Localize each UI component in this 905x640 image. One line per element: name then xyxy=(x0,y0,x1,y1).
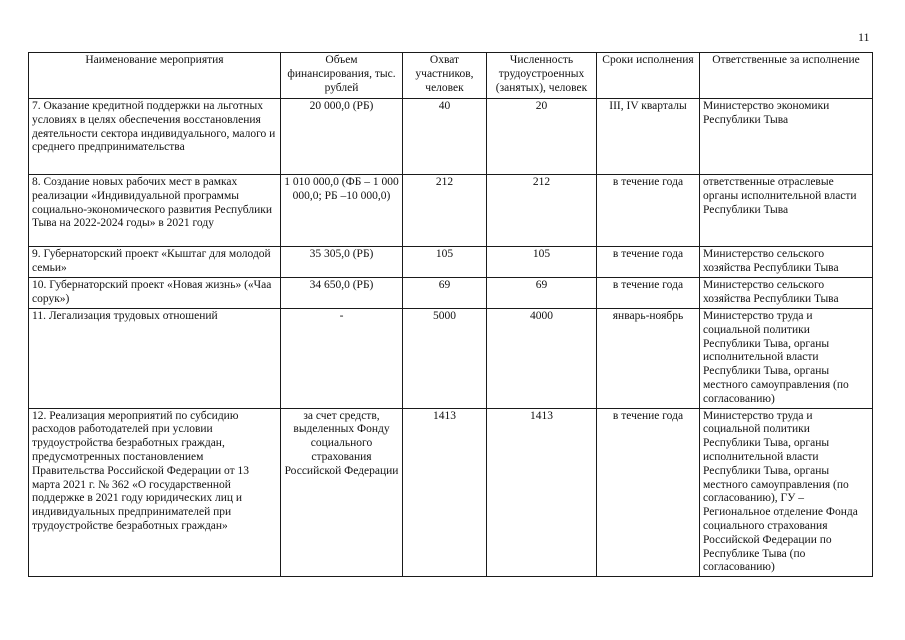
funding-cell: 1 010 000,0 (ФБ – 1 000 000,0; РБ –10 000,0) xyxy=(281,175,403,247)
participants-cell: 212 xyxy=(403,175,487,247)
responsible-cell: Министерство труда и социальной политики Республики Тыва, органы исполнительной власти Республики Тыва, органы местного самоуправления (по согласованию) xyxy=(700,309,873,409)
deadline-cell: III, IV кварталы xyxy=(597,99,700,175)
header-participants: Охват участников, человек xyxy=(403,53,487,99)
participants-cell: 69 xyxy=(403,278,487,309)
participants-cell: 5000 xyxy=(403,309,487,409)
deadline-cell: январь-ноябрь xyxy=(597,309,700,409)
measure-name-cell: 9. Губернаторский проект «Кыштаг для молодой семьи» xyxy=(29,247,281,278)
employed-cell: 212 xyxy=(487,175,597,247)
responsible-cell: Министерство экономики Республики Тыва xyxy=(700,99,873,175)
deadline-cell: в течение года xyxy=(597,175,700,247)
measure-name-cell: 11. Легализация трудовых отношений xyxy=(29,309,281,409)
participants-cell: 1413 xyxy=(403,408,487,577)
measure-name-cell: 10. Губернаторский проект «Новая жизнь» («Чаа сорук») xyxy=(29,278,281,309)
deadline-cell: в течение года xyxy=(597,278,700,309)
deadline-cell: в течение года xyxy=(597,408,700,577)
table-header-row xyxy=(29,53,873,99)
responsible-cell: Министерство сельского хозяйства Республики Тыва xyxy=(700,278,873,309)
participants-cell: 40 xyxy=(403,99,487,175)
header-employed: Численность трудоустроенных (занятых), человек xyxy=(487,53,597,99)
funding-cell: 34 650,0 (РБ) xyxy=(281,278,403,309)
employed-cell: 105 xyxy=(487,247,597,278)
table-row xyxy=(29,408,873,577)
header-responsible: Ответственные за исполнение xyxy=(700,53,873,99)
employed-cell: 4000 xyxy=(487,309,597,409)
header-measure-name: Наименование мероприятия xyxy=(29,53,281,99)
table-row xyxy=(29,278,873,309)
responsible-cell: ответственные отраслевые органы исполнительной власти Республики Тыва xyxy=(700,175,873,247)
funding-cell: - xyxy=(281,309,403,409)
funding-cell: за счет средств, выделенных Фонду социального страхования Российской Федерации xyxy=(281,408,403,577)
funding-cell: 20 000,0 (РБ) xyxy=(281,99,403,175)
measure-name-cell: 8. Создание новых рабочих мест в рамках реализации «Индивидуальной программы социально-экономического развития Республики Тыва на 2022-2024 годы» в 2021 году xyxy=(29,175,281,247)
measure-name-cell: 12. Реализация мероприятий по субсидию расходов работодателей при условии трудоустройства безработных граждан, предусмотренных постановлением Правительства Российской Федерации от 13 марта 2021 г. № 362 «О государственной поддержке в 2021 году юридических лиц и индивидуальных предпринимателей при трудоустройстве безработных граждан» xyxy=(29,408,281,577)
table-row xyxy=(29,309,873,409)
table-row xyxy=(29,99,873,175)
measures-table xyxy=(28,52,873,577)
table-row xyxy=(29,175,873,247)
responsible-cell: Министерство труда и социальной политики Республики Тыва, органы исполнительной власти Республики Тыва, органы местного самоуправления (по согласованию), ГУ – Региональное отделение Фонда социального страхования Российской Федерации по Республике Тыва (по согласованию) xyxy=(700,408,873,577)
measure-name-cell: 7. Оказание кредитной поддержки на льготных условиях в целях обеспечения восстановления деятельности сектора индивидуального, малого и среднего предпринимательства xyxy=(29,99,281,175)
header-deadline: Сроки исполнения xyxy=(597,53,700,99)
responsible-cell: Министерство сельского хозяйства Республики Тыва xyxy=(700,247,873,278)
page-number: 11 xyxy=(858,30,870,44)
funding-cell: 35 305,0 (РБ) xyxy=(281,247,403,278)
employed-cell: 69 xyxy=(487,278,597,309)
participants-cell: 105 xyxy=(403,247,487,278)
employed-cell: 1413 xyxy=(487,408,597,577)
employed-cell: 20 xyxy=(487,99,597,175)
header-funding: Объем финансирования, тыс. рублей xyxy=(281,53,403,99)
table-row xyxy=(29,247,873,278)
deadline-cell: в течение года xyxy=(597,247,700,278)
